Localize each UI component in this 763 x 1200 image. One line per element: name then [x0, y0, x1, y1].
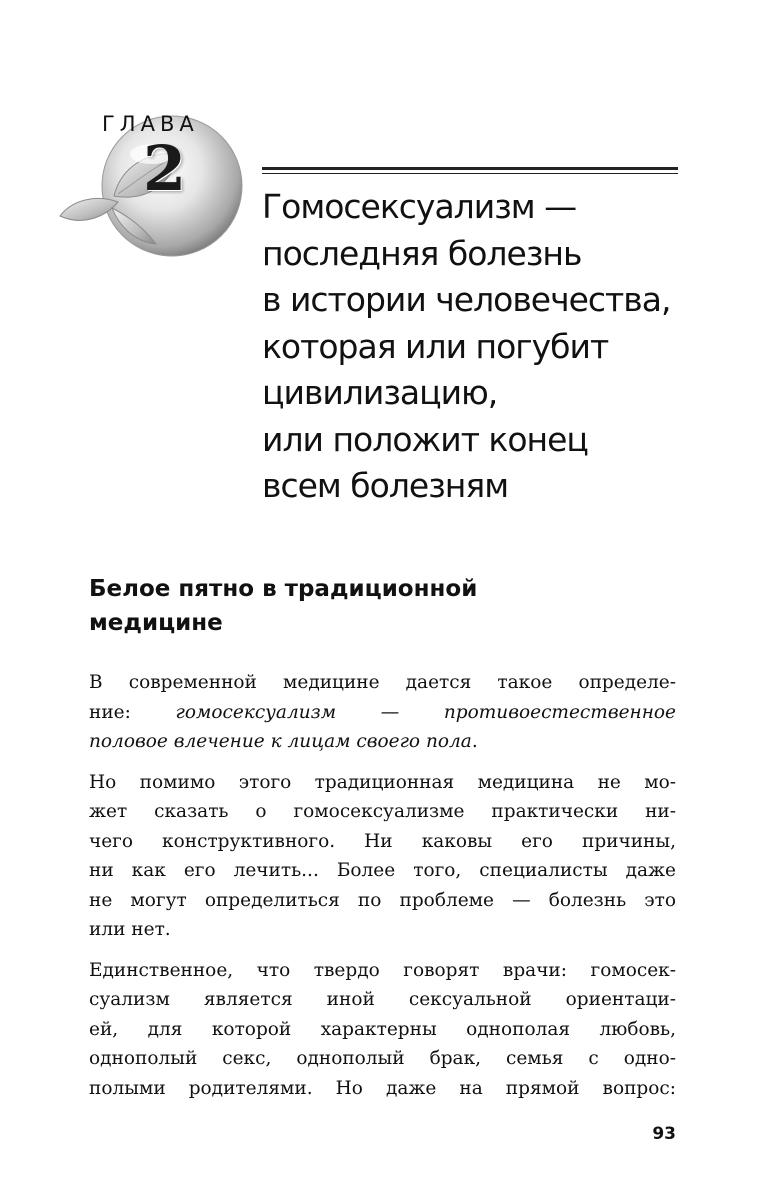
- text-line: не могут определиться по проблеме — болезнь это: [89, 889, 676, 911]
- text-span: .: [471, 731, 478, 752]
- chapter-title-line: которая или погубит: [262, 326, 609, 366]
- text-line: ни как его лечить... Более того, специалисты даже: [89, 860, 676, 881]
- chapter-title-line: цивилизацию,: [262, 373, 498, 412]
- text-line: В современной медицине дается такое определе-: [89, 672, 676, 693]
- text-line: или нет.: [89, 919, 171, 940]
- chapter-title-line: всем болезням: [262, 466, 509, 505]
- page-number: 93: [652, 1124, 676, 1144]
- definition-italic: гомосексуализм — противоестественное: [175, 701, 676, 723]
- text-line: Единственное, что твердо говорят врачи: гомосек-: [89, 959, 676, 981]
- text-line: жет сказать о гомосексуализме практически ни-: [89, 801, 676, 822]
- chapter-title-line: в истории человечества,: [262, 280, 671, 319]
- chapter-title-line: или положит конец: [262, 419, 588, 459]
- text-line: Но помимо этого традиционная медицина не мо-: [89, 771, 676, 793]
- text-line: [89, 727, 676, 757]
- chapter-title-line: последняя болезнь: [262, 233, 582, 273]
- section-title: [89, 572, 649, 640]
- chapter-title: [262, 184, 692, 510]
- paragraph-3: [89, 956, 676, 1104]
- section-title-line: Белое пятно в традиционной: [89, 576, 478, 602]
- text-line: однополый секс, однополый брак, семья с одно-: [89, 1048, 676, 1069]
- text-line: [89, 698, 676, 728]
- title-rule-thick: [262, 167, 678, 170]
- chapter-title-line: Гомосексуализм —: [262, 187, 577, 226]
- body-text: [89, 668, 676, 1114]
- text-line: ей, для которой характерны однополая любовь,: [89, 1018, 676, 1040]
- paragraph-1: [89, 668, 676, 757]
- title-rule-thin: [262, 173, 678, 174]
- text-line: чего конструктивного. Ни каковы его причины,: [89, 830, 676, 852]
- paragraph-2: [89, 768, 676, 945]
- section-title-line: медицине: [89, 610, 223, 636]
- text-line: суализм является иной сексуальной ориентаци-: [89, 989, 676, 1010]
- chapter-label: ГЛАВА: [102, 112, 199, 136]
- chapter-number: 2: [143, 132, 187, 205]
- text-line: полыми родителями. Но даже на прямой вопрос:: [89, 1077, 676, 1099]
- definition-italic: половое влечение к лицам своего пола: [89, 731, 472, 752]
- text-span: ние:: [89, 701, 176, 723]
